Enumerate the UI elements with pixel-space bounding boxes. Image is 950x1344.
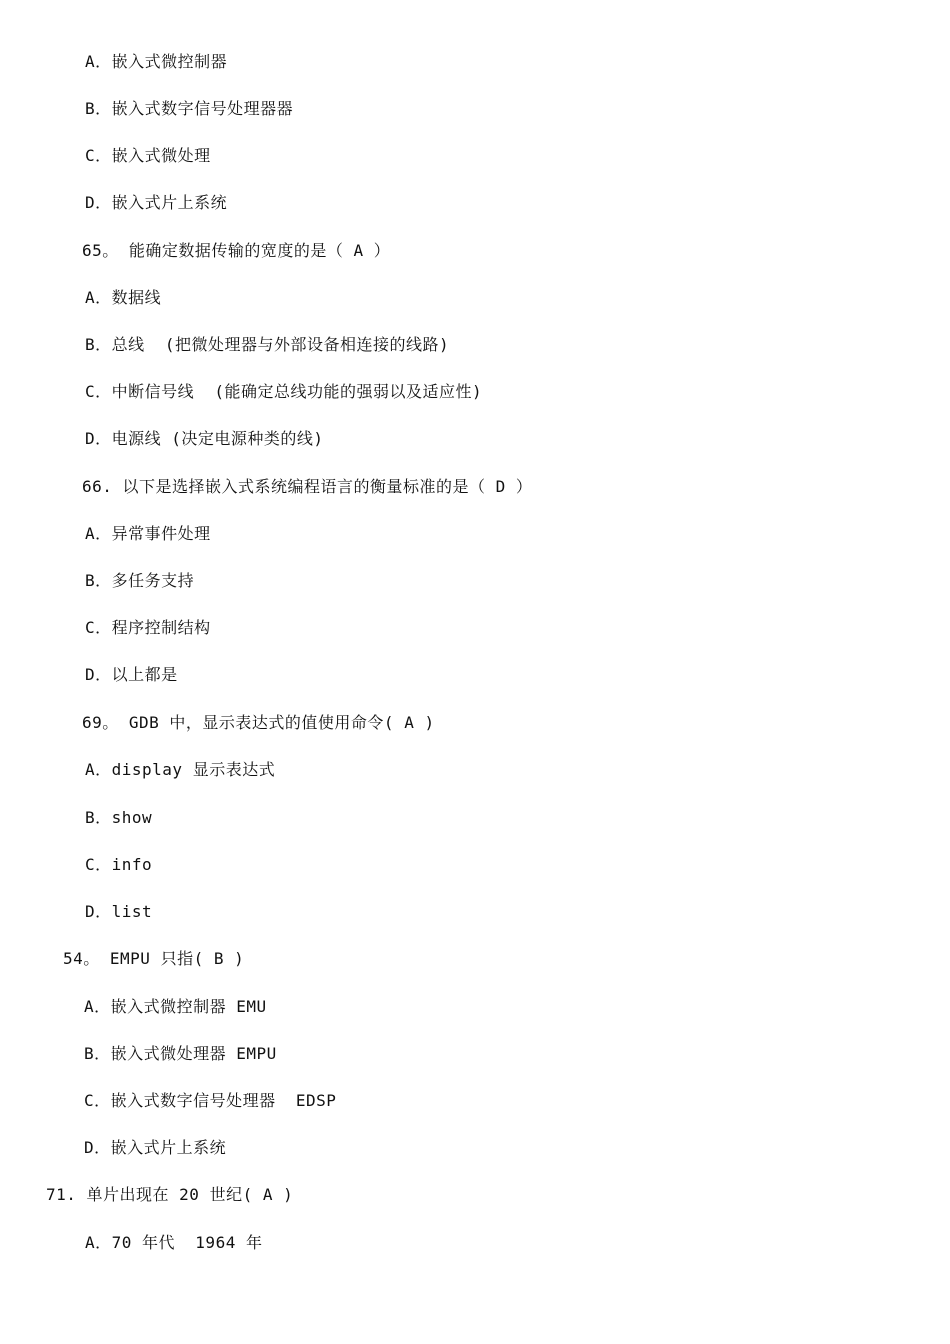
option-d-q64: D．嵌入式片上系统 xyxy=(85,193,228,212)
question-54: 54。 EMPU 只指( B ) xyxy=(63,949,245,968)
option-a-q71: A．70 年代 1964 年 xyxy=(85,1233,263,1252)
option-a-q69: A．display 显示表达式 xyxy=(85,760,276,779)
option-d-q54: D．嵌入式片上系统 xyxy=(84,1138,227,1157)
option-c-q66: C．程序控制结构 xyxy=(85,618,211,637)
option-d-q66: D．以上都是 xyxy=(85,665,178,684)
option-b-q54: B．嵌入式微处理器 EMPU xyxy=(84,1044,277,1063)
option-a-q65: A．数据线 xyxy=(85,288,162,307)
option-c-q65: C．中断信号线 (能确定总线功能的强弱以及适应性) xyxy=(85,382,483,401)
option-c-q54: C．嵌入式数字信号处理器 EDSP xyxy=(84,1091,337,1110)
option-b-q64: B．嵌入式数字信号处理器器 xyxy=(85,99,294,118)
option-a-q66: A．异常事件处理 xyxy=(85,524,211,543)
question-71: 71. 单片出现在 20 世纪( A ) xyxy=(46,1185,294,1204)
option-a-q64: A．嵌入式微控制器 xyxy=(85,52,228,71)
question-65: 65。 能确定数据传输的宽度的是（ A ） xyxy=(82,241,391,260)
question-69: 69。 GDB 中，显示表达式的值使用命令( A ) xyxy=(82,713,435,732)
option-d-q69: D．list xyxy=(85,902,153,921)
question-66: 66. 以下是选择嵌入式系统编程语言的衡量标准的是（ D ） xyxy=(82,477,533,496)
option-d-q65: D．电源线 (决定电源种类的线) xyxy=(85,429,324,448)
option-b-q65: B．总线 (把微处理器与外部设备相连接的线路) xyxy=(85,335,450,354)
option-a-q54: A．嵌入式微控制器 EMU xyxy=(84,997,267,1016)
option-b-q69: B．show xyxy=(85,808,153,827)
option-c-q64: C．嵌入式微处理 xyxy=(85,146,211,165)
option-b-q66: B．多任务支持 xyxy=(85,571,195,590)
option-c-q69: C．info xyxy=(85,855,153,874)
